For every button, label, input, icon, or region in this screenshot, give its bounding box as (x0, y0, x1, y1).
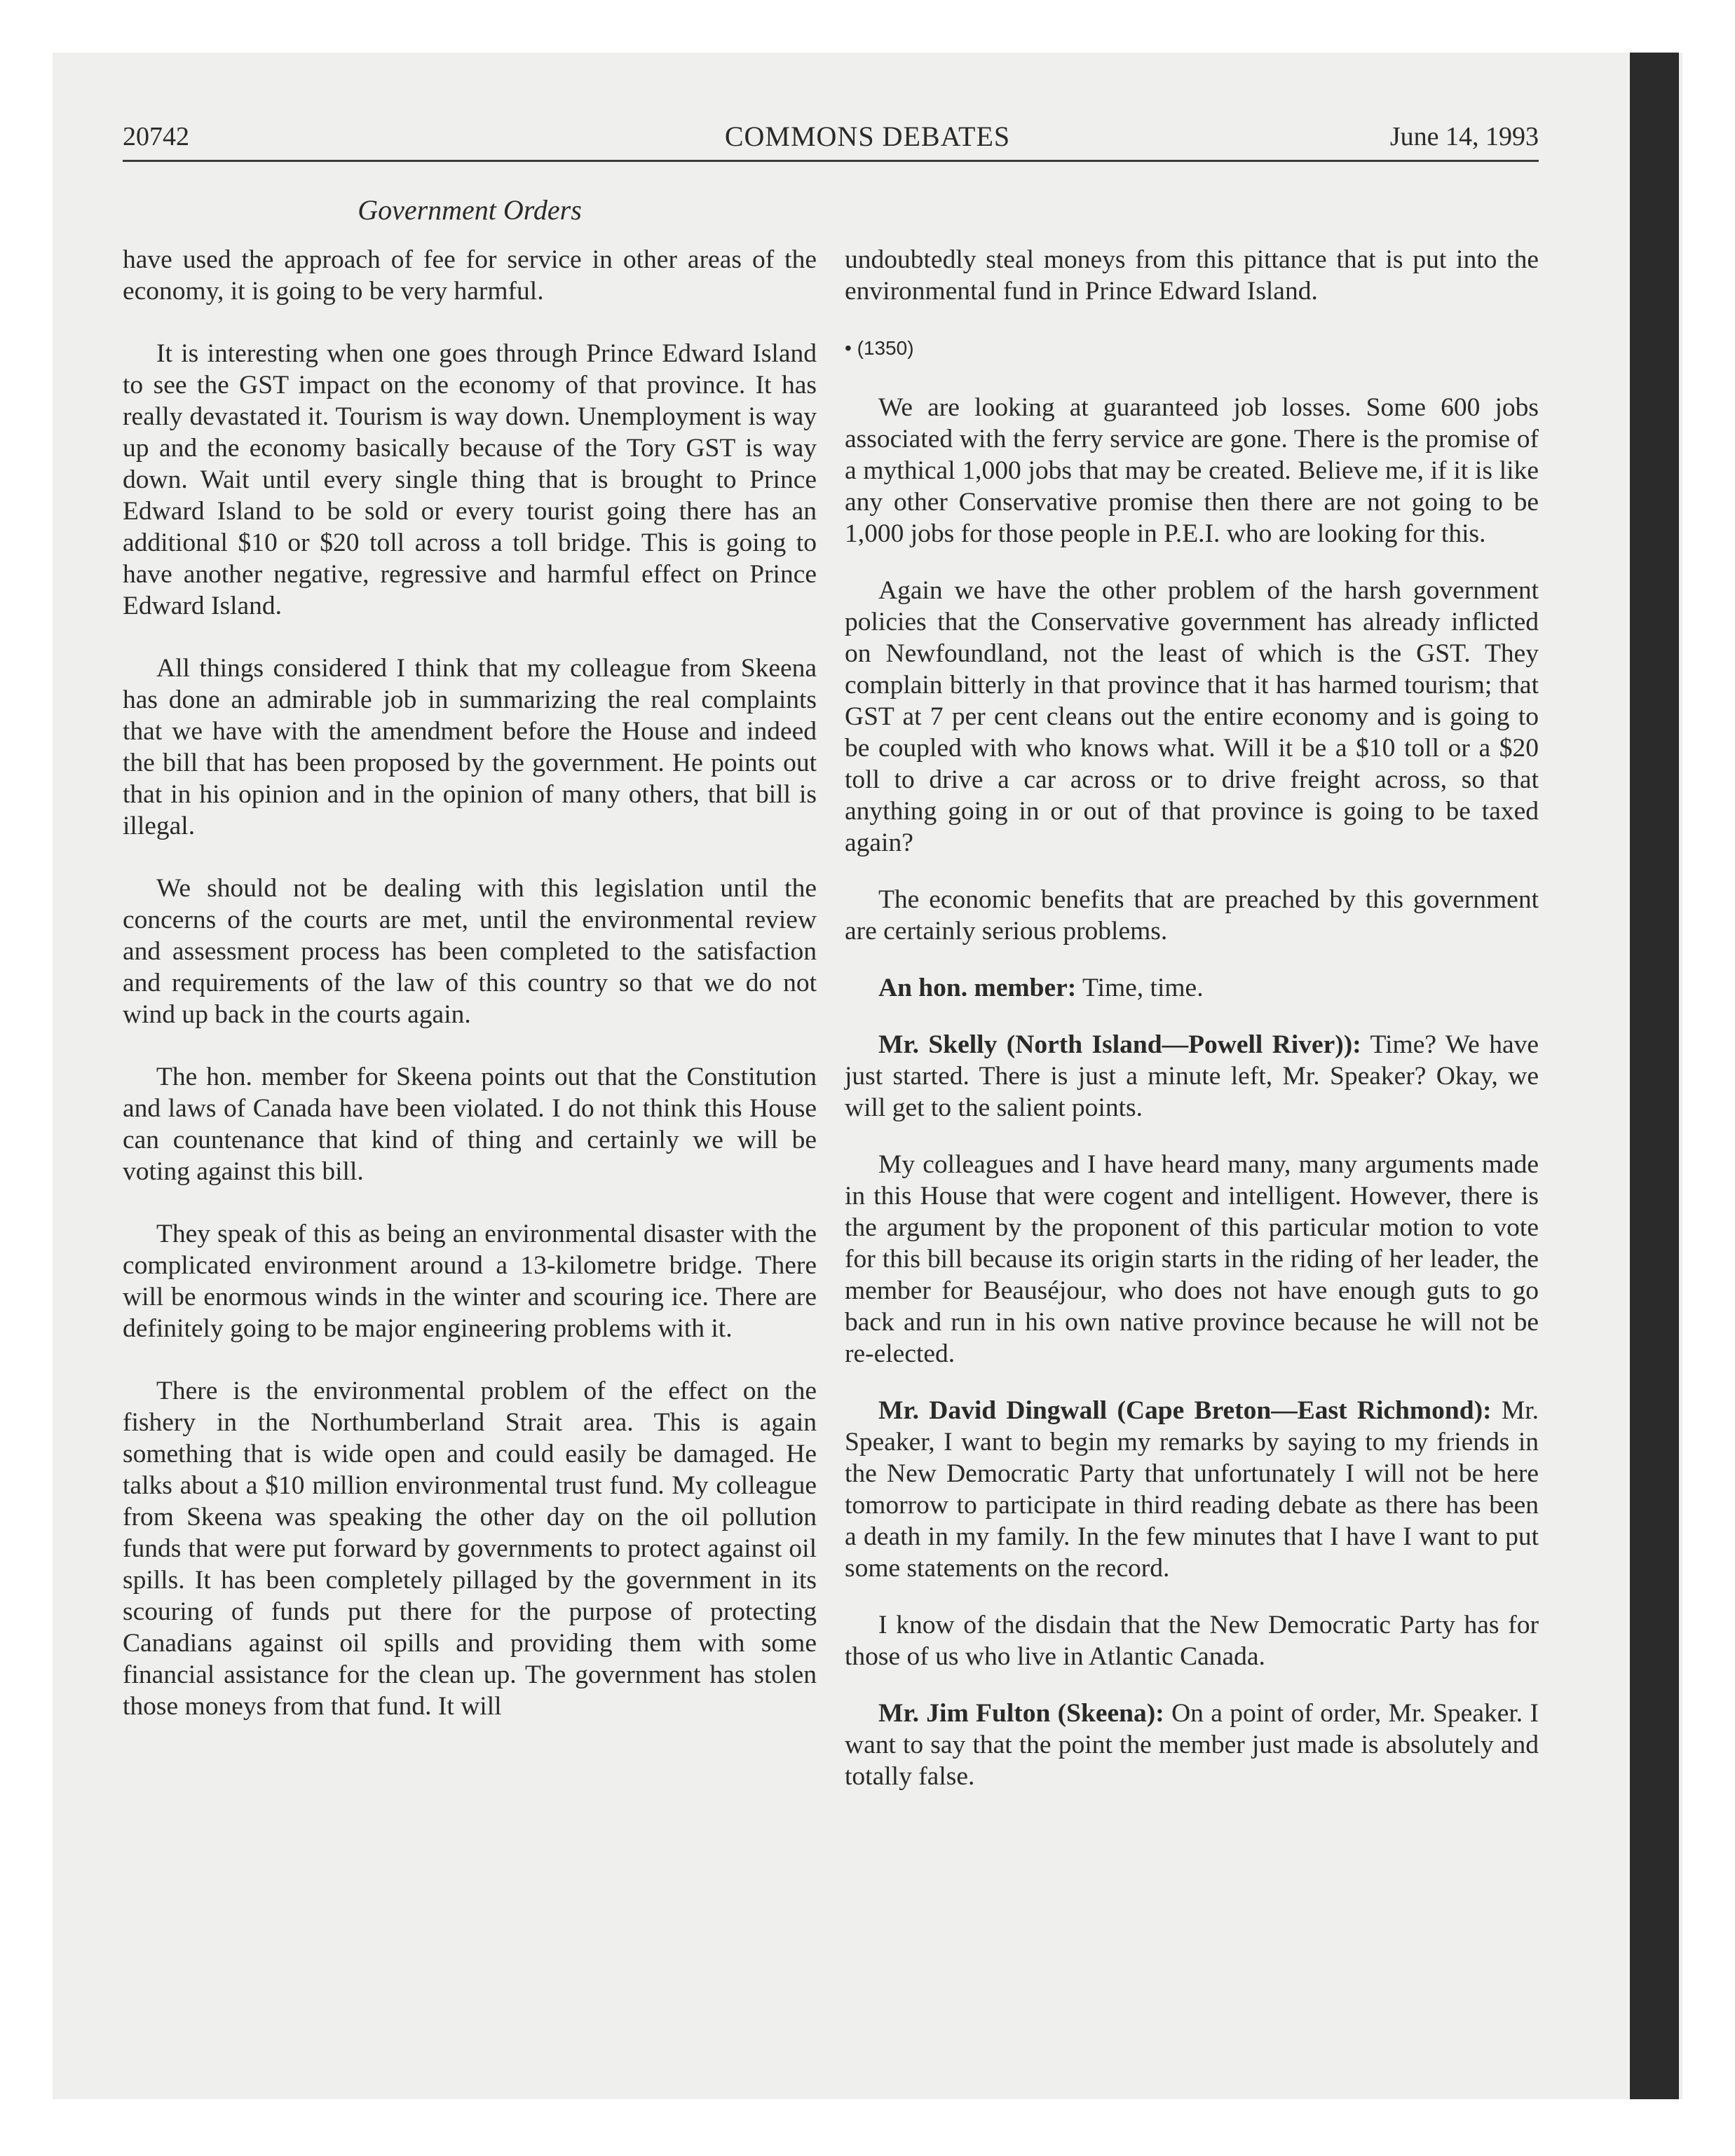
publication-title: COMMONS DEBATES (724, 121, 1011, 152)
speech-text: Time, time. (1076, 974, 1204, 1002)
speech-paragraph (845, 1698, 1539, 1792)
page-number: 20742 (123, 122, 189, 151)
speech-text: Time? We have just started. There is just a minute left, Mr. Speaker? Okay, we will get to the salient points. (845, 1030, 1539, 1122)
paragraph: The hon. member for Skeena points out that the Constitution and laws of Canada have been violated. I do not think this House can countenance that kind of thing and certainly we will be voting against this bill. (123, 1063, 817, 1186)
header-rule (123, 160, 1539, 162)
speech-text: Mr. Speaker, I want to begin my remarks by saying to my friends in the New Democratic Party that unfortunately I will not be here tomorrow to participate in third reading debate as there has been a death in my family. In the few minutes that I have I want to put some statements on the record. (845, 1396, 1539, 1583)
speaker-name: Mr. Jim Fulton (Skeena): (878, 1699, 1164, 1728)
paragraph: My colleagues and I have heard many, many arguments made in this House that were cogent and intelligent. However, there is the argument by the proponent of this particular motion to vote for this bill because its origin starts in the riding of her leader, the member for Beauséjour, who does not have enough guts to go back and run in his own native province because he will not be re-elected. (845, 1150, 1539, 1368)
paragraph: undoubtedly steal moneys from this pittance that is put into the environmental fund in Prince Edward Island. (845, 245, 1539, 306)
paragraph: The economic benefits that are preached by this government are certainly serious problems. (845, 885, 1539, 946)
speaker-name: Mr. Skelly (North Island—Powell River)): (878, 1030, 1361, 1059)
speech-paragraph (845, 1395, 1539, 1584)
time-marker: • (1350) (845, 337, 914, 359)
paragraph: have used the approach of fee for service in other areas of the economy, it is going to be very harmful. (123, 245, 817, 306)
paragraph: I know of the disdain that the New Democratic Party has for those of us who live in Atlantic Canada. (845, 1611, 1539, 1671)
speaker-name: Mr. David Dingwall (Cape Breton—East Richmond): (878, 1396, 1492, 1425)
right-column (845, 244, 1539, 1817)
paragraph: They speak of this as being an environmental disaster with the complicated environment around a 13-kilometre bridge. There will be enormous winds in the winter and scouring ice. There are definitely going to be major engineering problems with it. (123, 1220, 817, 1343)
paragraph: All things considered I think that my colleague from Skeena has done an admirable job in summarizing the real complaints that we have with the amendment before the House and indeed the bill that has been proposed by the government. He points out that in his opinion and in the opinion of many others, that bill is illegal. (123, 654, 817, 840)
speech-paragraph (845, 1029, 1539, 1124)
section-title: Government Orders (358, 194, 582, 226)
speaker-name: An hon. member: (878, 974, 1077, 1002)
issue-date: June 14, 1993 (1389, 122, 1539, 151)
page-edge-shadow (1630, 53, 1679, 2099)
paragraph: Again we have the other problem of the harsh government policies that the Conservative government has already inflicted on Newfoundland, not the least of which is the GST. They complain bitterly in that province that it has harmed tourism; that GST at 7 per cent cleans out the entire economy and is going to be coupled with who knows what. Will it be a $10 toll or a $20 toll to drive a car across or to drive freight across, so that anything going in or out of that province is going to be taxed again? (845, 576, 1539, 857)
speech-text: On a point of order, Mr. Speaker. I want to say that the point the member just made is absolutely and totally false. (845, 1699, 1539, 1791)
paragraph: There is the environmental problem of the effect on the fishery in the Northumberland Strait area. This is again something that is wide open and could easily be damaged. He talks about a $10 million environmental trust fund. My colleague from Skeena was speaking the other day on the oil pollution funds that were put forward by governments to protect against oil spills. It has been completely pillaged by the government in its scouring of funds put there for the purpose of protecting Canadians against oil spills and providing them with some financial assistance for the clean up. The government has stolen those moneys from that fund. It will (123, 1377, 817, 1721)
paragraph: We should not be dealing with this legislation until the concerns of the courts are met, until the environmental review and assessment process has been completed to the satisfaction and requirements of the law of this country so that we do not wind up back in the courts again. (123, 874, 817, 1029)
left-column (123, 244, 817, 1753)
speech-paragraph (845, 972, 1539, 1004)
paragraph: It is interesting when one goes through Prince Edward Island to see the GST impact on the economy of that province. It has really devastated it. Tourism is way down. Unemployment is way up and the economy basically because of the Tory GST is way down. Wait until every single thing that is brought to Prince Edward Island to be sold or every tourist going there has an additional $10 or $20 toll across a toll bridge. This is going to have another negative, regressive and harmful effect on Prince Edward Island. (123, 339, 817, 620)
paragraph: We are looking at guaranteed job losses. Some 600 jobs associated with the ferry service are gone. There is the promise of a mythical 1,000 jobs that may be created. Believe me, if it is like any other Conservative promise then there are not going to be 1,000 jobs for those people in P.E.I. who are looking for this. (845, 393, 1539, 548)
